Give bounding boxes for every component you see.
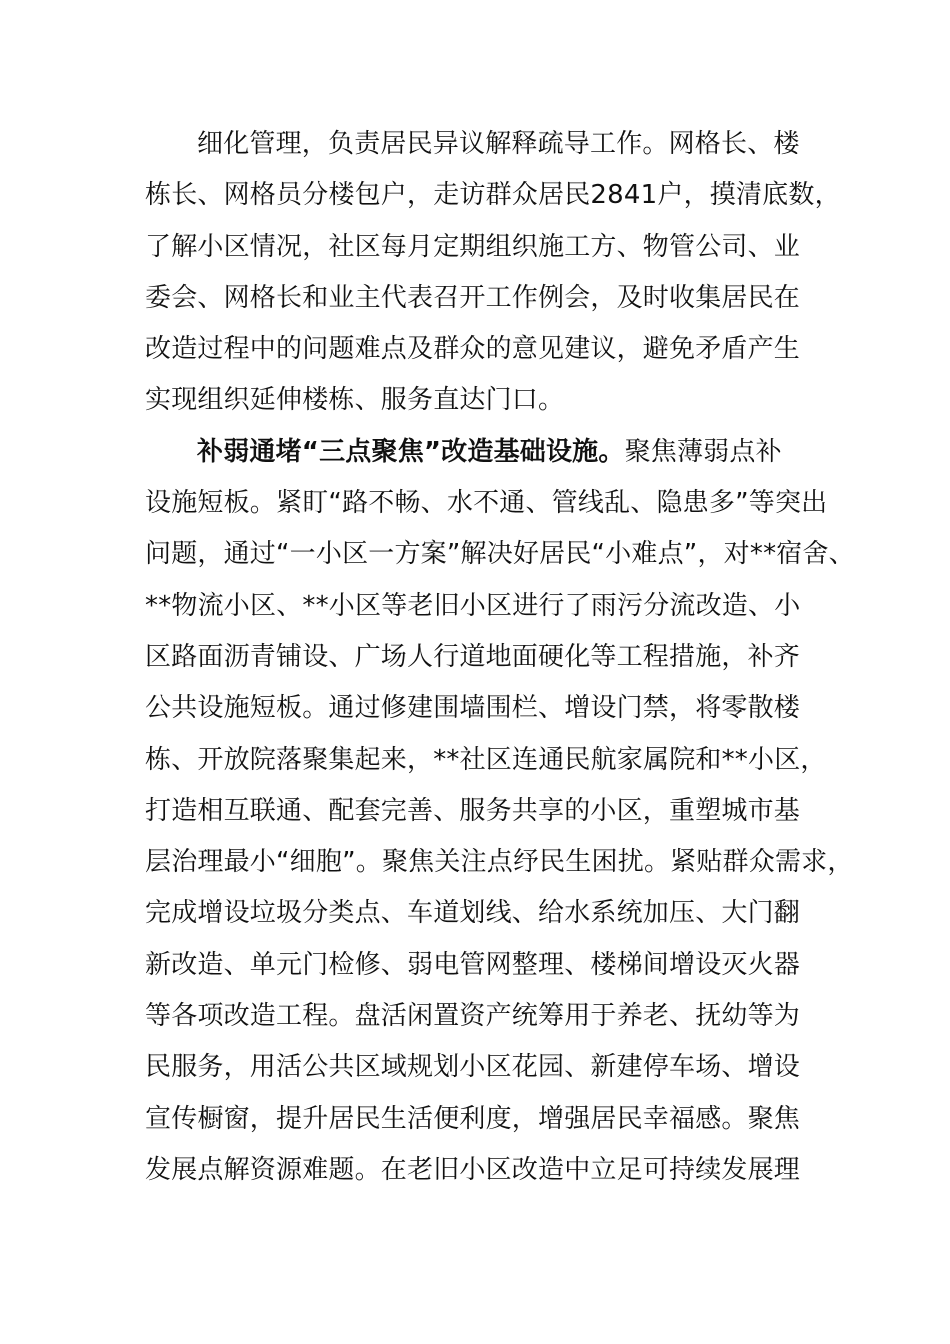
text-line: 公共设施短板。通过修建围墙围栏、增设门禁，将零散楼 bbox=[145, 693, 801, 724]
text-line: 了解小区情况，社区每月定期组织施工方、物管公司、业 bbox=[145, 231, 801, 262]
text-line: 发展点解资源难题。在老旧小区改造中立足可持续发展理 bbox=[145, 1154, 801, 1185]
text-line: 新改造、单元门检修、弱电管网整理、楼梯间增设灭火器 bbox=[145, 949, 801, 980]
text-line: 问题，通过“一小区一方案”解决好居民“小难点”，对**宿舍、 bbox=[145, 539, 855, 570]
text-line: 改造过程中的问题难点及群众的意见建议，避免矛盾产生 bbox=[145, 334, 801, 365]
paragraph-heading-line bbox=[145, 427, 845, 478]
text-line: **物流小区、**小区等老旧小区进行了雨污分流改造、小 bbox=[145, 590, 801, 621]
text-line: 完成增设垃圾分类点、车道划线、给水系统加压、大门翻 bbox=[145, 898, 801, 929]
section-heading: 补弱通堵“三点聚焦”改造基础设施。 bbox=[197, 436, 625, 467]
text-line: 实现组织延伸楼栋、服务直达门口。 bbox=[145, 385, 565, 416]
text-line: 委会、网格长和业主代表召开工作例会，及时收集居民在 bbox=[145, 282, 801, 313]
text-line: 打造相互联通、配套完善、服务共享的小区，重塑城市基 bbox=[145, 795, 801, 826]
text-line: 民服务，用活公共区域规划小区花园、新建停车场、增设 bbox=[145, 1052, 801, 1083]
text-line: 细化管理，负责居民异议解释疏导工作。网格长、楼 bbox=[197, 129, 800, 159]
text-line: 宣传橱窗，提升居民生活便利度，增强居民幸福感。聚焦 bbox=[145, 1103, 801, 1134]
body-text bbox=[145, 119, 855, 1196]
text-line: 等各项改造工程。盘活闲置资产统筹用于养老、抚幼等为 bbox=[145, 1001, 801, 1032]
text-line: 栋长、网格员分楼包户，走访群众居民2841户，摸清底数， bbox=[145, 180, 841, 211]
text-line: 区路面沥青铺设、广场人行道地面硬化等工程措施，补齐 bbox=[145, 641, 801, 672]
text-line: 设施短板。紧盯“路不畅、水不通、管线乱、隐患多”等突出 bbox=[145, 488, 828, 519]
text-line: 栋、开放院落聚集起来，**社区连通民航家属院和**小区， bbox=[145, 744, 827, 775]
text-line: 层治理最小“细胞”。聚焦关注点纾民生困扰。紧贴群众需求， bbox=[145, 847, 854, 878]
heading-continuation: 聚焦薄弱点补 bbox=[624, 436, 782, 467]
